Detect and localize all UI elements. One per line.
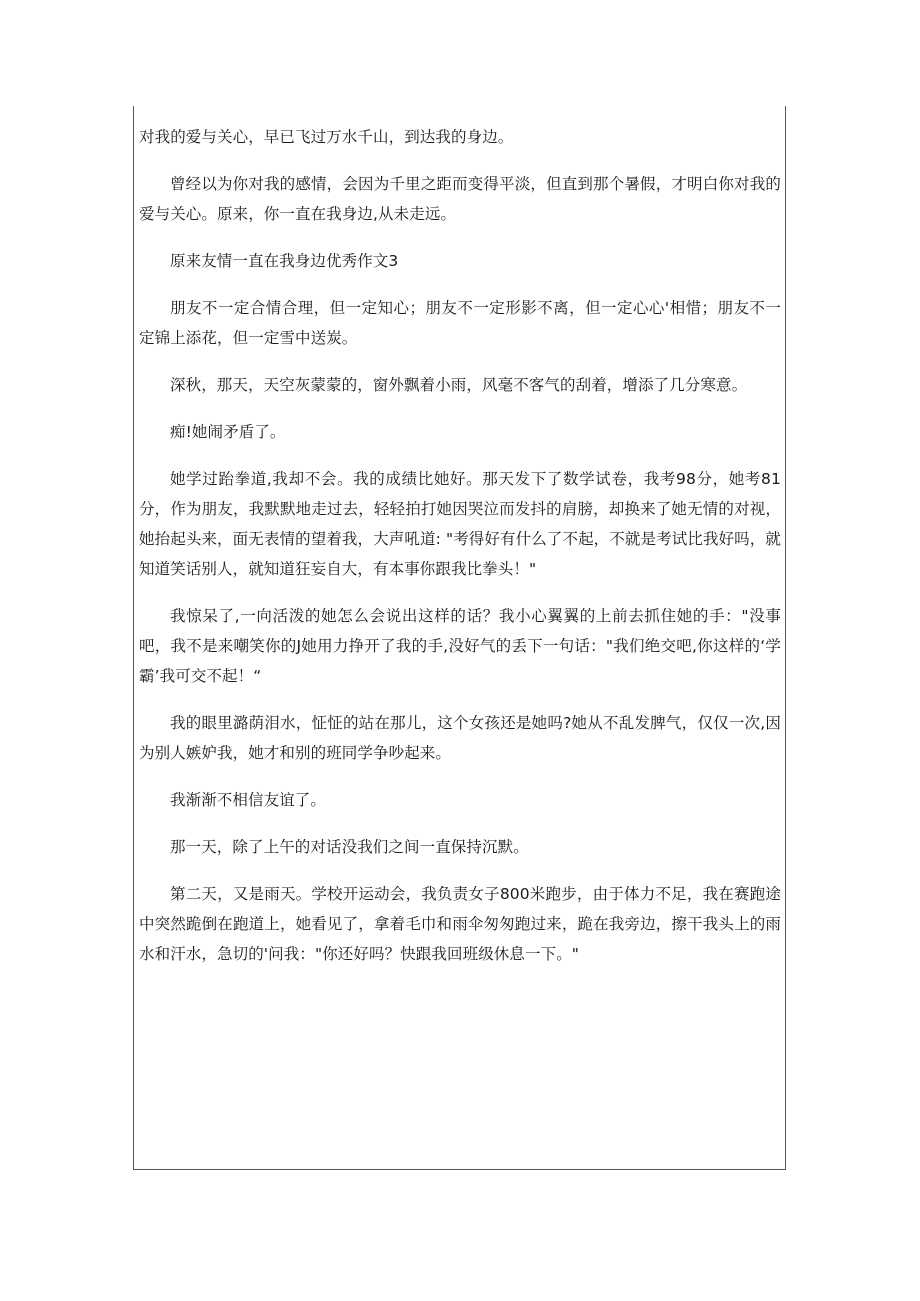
paragraph-1: 对我的爱与关心，早已飞过万水千山，到达我的身边。 (139, 128, 514, 146)
section-heading: 原来友情一直在我身边优秀作文3 (170, 252, 399, 270)
document-body (139, 122, 781, 986)
paragraph-4: 深秋，那天，天空灰蒙蒙的，窗外飘着小雨，风毫不客气的刮着，增添了几分寒意。 (170, 376, 748, 394)
paragraph-10: 那一天，除了上午的对话没我们之间一直保持沉默。 (170, 838, 529, 856)
paragraph-5: 痴!她闹矛盾了。 (170, 423, 286, 441)
paragraph-2: 曾经以为你对我的感情，会因为千里之距而变得平淡，但直到那个暑假，才明白你对我的爱与关心。原来，你一直在我身边,从未走远。 (139, 175, 781, 223)
paragraph-9: 我渐渐不相信友谊了。 (170, 791, 327, 809)
paragraph-7: 我惊呆了,一向活泼的她怎么会说出这样的话？我小心翼翼的上前去抓住她的手："没事吧，我不是来嘲笑你的J她用力挣开了我的手,没好气的丢下一句话："我们绝交吧,你这样的‘学霸’我可交不起！“ (139, 607, 781, 685)
paragraph-8: 我的眼里潞荫泪水，怔怔的站在那儿，这个女孩还是她吗?她从不乱发脾气，仅仅一次,因为别人嫉妒我，她才和别的班同学争吵起来。 (139, 714, 781, 762)
paragraph-6: 她学过跆拳道,我却不会。我的成绩比她好。那天发下了数学试卷，我考98分，她考81分，作为朋友，我默默地走过去，轻轻拍打她因哭泣而发抖的肩膀，却换来了她无情的对视，她抬起头来，面无表情的望着我，大声吼道: "考得好有什么了不起，不就是考试比我好吗，就知道笑话别人，就知道狂妄自大，有本事你跟我比拳头！" (139, 470, 781, 578)
document-page (133, 106, 786, 1170)
paragraph-11: 第二天，又是雨天。学校开运动会，我负责女子800米跑步，由于体力不足，我在赛跑途中突然跪倒在跑道上，她看见了，拿着毛巾和雨伞匆匆跑过来，跪在我旁边，擦干我头上的雨水和汗水，急切的'问我："你还好吗？快跟我回班级休息一下。" (139, 885, 781, 963)
paragraph-3: 朋友不一定合情合理，但一定知心；朋友不一定形影不离，但一定心心'相惜；朋友不一定锦上添花，但一定雪中送炭。 (139, 299, 781, 347)
